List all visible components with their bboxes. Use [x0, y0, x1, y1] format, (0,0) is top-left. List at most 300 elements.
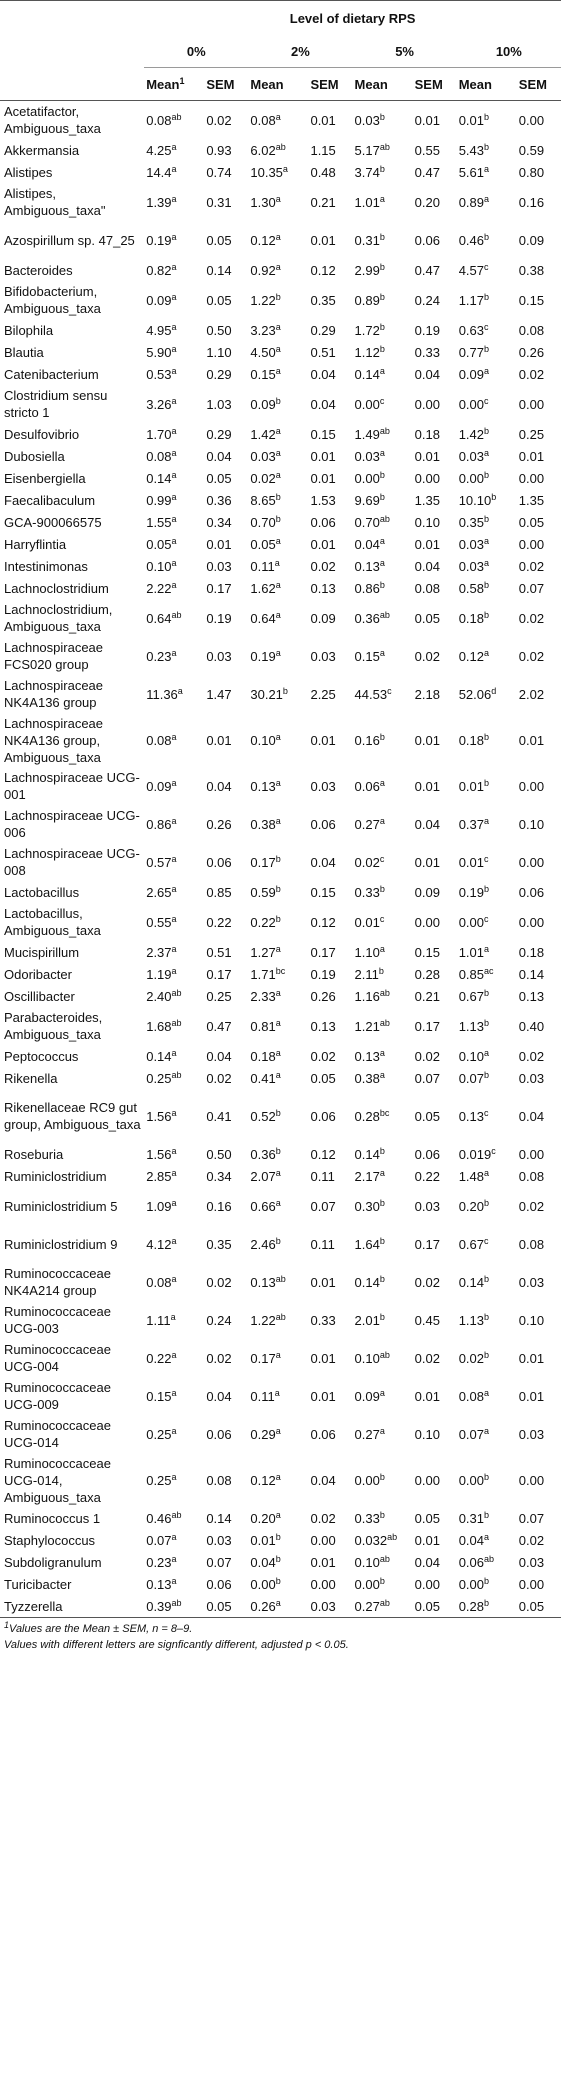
- genus-name: Staphylococcus: [4, 1532, 96, 1548]
- significance-letter: c: [379, 914, 385, 925]
- significance-letter: b: [484, 292, 490, 303]
- genus-name: Ruminiclostridium 9: [4, 1236, 118, 1252]
- mean-value: 3.74$^b$: [354, 164, 385, 180]
- significance-letter: b: [379, 112, 385, 123]
- mean-value: 5.90$^a$: [146, 344, 177, 360]
- table-row: [0, 489, 561, 511]
- sem-value: 0.51: [206, 944, 232, 960]
- sem-value: 0.05: [206, 292, 232, 308]
- significance-letter: b: [379, 492, 385, 503]
- sem-value: 0.07: [414, 1070, 440, 1086]
- sem-value: 0.04: [414, 558, 440, 574]
- sem-value: 0.06: [310, 816, 336, 832]
- sem-value: 0.18: [518, 944, 545, 960]
- significance-letter: a: [171, 426, 177, 437]
- significance-letter: a: [171, 1472, 177, 1483]
- significance-letter: a: [379, 1070, 385, 1081]
- significance-letter: bc: [275, 966, 286, 977]
- sem-value: 0.06: [310, 1426, 336, 1442]
- sem-value: 0.14: [206, 1510, 232, 1526]
- sem-value: 0.02: [310, 1510, 336, 1526]
- genus-name: Roseburia: [4, 1146, 64, 1162]
- significance-letter: a: [275, 1018, 281, 1029]
- sem-value: 1.15: [310, 142, 336, 158]
- significance-letter: b: [275, 1576, 281, 1587]
- table-row: [0, 1007, 561, 1045]
- table-row: [0, 1045, 561, 1067]
- significance-letter: a: [275, 194, 281, 205]
- mean-value: 0.25$^a$: [146, 1426, 177, 1442]
- sem-value: 0.02: [206, 1350, 232, 1366]
- sem-value: 0.34: [206, 1168, 232, 1184]
- mean-value: 0.18$^b$: [458, 610, 490, 626]
- mean-value: 0.04$^b$: [250, 1554, 281, 1570]
- table-row: [0, 881, 561, 903]
- sem-value: 0.01: [518, 1350, 545, 1366]
- table-row: [0, 221, 561, 259]
- significance-letter: b: [484, 610, 490, 621]
- sem-value: 0.07: [518, 1510, 545, 1526]
- genus-name: Ruminococcaceae UCG-009: [4, 1380, 111, 1412]
- significance-letter: a: [171, 164, 177, 175]
- mean-value: 0.57$^a$: [146, 854, 177, 870]
- significance-letter: b: [379, 1198, 385, 1209]
- significance-letter: c: [484, 1236, 489, 1247]
- genus-name: Harryflintia: [4, 536, 67, 552]
- significance-letter: a: [171, 514, 177, 525]
- mean-value: 5.61$^a$: [458, 164, 490, 180]
- significance-letter: b: [379, 1236, 385, 1247]
- mean-value: 0.15$^a$: [250, 366, 281, 382]
- mean-value: 0.032$^{ab}$: [354, 1532, 398, 1548]
- table-row: [0, 963, 561, 985]
- genus-name: Bifidobacterium, Ambiguous_taxa: [4, 284, 101, 316]
- mean-footnote-marker: 1: [179, 76, 185, 87]
- sem-value: 0.18: [414, 426, 440, 442]
- table-header: [0, 1, 561, 101]
- mean-value: 0.53$^a$: [146, 366, 177, 382]
- mean-value: 4.95$^a$: [146, 322, 177, 338]
- sem-value: 0.01: [518, 448, 545, 464]
- mean-value: 0.11$^a$: [250, 1388, 280, 1404]
- sem-value: 0.33: [414, 344, 440, 360]
- table-row: [0, 1089, 561, 1143]
- sem-value: 0.12: [310, 914, 336, 930]
- significance-letter: a: [484, 164, 490, 175]
- mean-value: 0.01$^c$: [354, 914, 385, 930]
- genus-name: Bilophila: [4, 322, 54, 338]
- significance-letter: a: [171, 292, 177, 303]
- sem-value: 0.03: [518, 1274, 545, 1290]
- significance-letter: a: [171, 580, 177, 591]
- significance-letter: a: [484, 1532, 490, 1543]
- sem-value: 0.09: [518, 232, 545, 248]
- sem-value: 0.00: [518, 470, 545, 486]
- mean-value: 1.11$^a$: [146, 1312, 176, 1328]
- significance-letter: ab: [379, 1598, 390, 1609]
- sem-value: 0.08: [518, 1168, 545, 1184]
- mean-value: 0.25$^a$: [146, 1472, 177, 1488]
- significance-letter: a: [274, 558, 280, 569]
- significance-letter: a: [171, 944, 177, 955]
- significance-letter: c: [484, 322, 489, 333]
- sem-value: 0.17: [310, 944, 336, 960]
- significance-letter: a: [275, 1048, 281, 1059]
- mean-value: 0.00$^c$: [354, 396, 385, 412]
- mean-value: 0.14$^b$: [354, 1274, 385, 1290]
- table-row: [0, 941, 561, 963]
- table-row: [0, 1595, 561, 1618]
- sem-value: 0.28: [414, 966, 440, 982]
- sem-value: 0.22: [414, 1168, 440, 1184]
- mean-value: 0.09$^a$: [458, 366, 490, 382]
- mean-value: 0.38$^a$: [354, 1070, 385, 1086]
- sem-value: 0.09: [310, 610, 336, 626]
- significance-letter: a: [484, 558, 490, 569]
- significance-letter: b: [379, 232, 385, 243]
- table-row: [0, 1263, 561, 1301]
- genus-name: Eisenbergiella: [4, 470, 86, 486]
- significance-letter: a: [171, 1274, 177, 1285]
- significance-letter: a: [171, 536, 177, 547]
- mean-value: 0.29$^a$: [250, 1426, 281, 1442]
- sem-value: 0.02: [206, 1070, 232, 1086]
- mean-value: 0.30$^b$: [354, 1198, 385, 1214]
- mean-value: 0.14$^a$: [354, 366, 385, 382]
- mean-value: 0.13$^{ab}$: [250, 1274, 286, 1290]
- significance-letter: a: [171, 1108, 177, 1119]
- significance-letter: a: [379, 1426, 385, 1437]
- genus-name: Alistipes: [4, 164, 53, 180]
- sem-value: 0.12: [310, 1146, 336, 1162]
- sem-value: 0.25: [206, 988, 232, 1004]
- significance-letter: b: [491, 492, 497, 503]
- genus-name: GCA-900066575: [4, 514, 102, 530]
- sem-value: 0.11: [310, 1168, 335, 1184]
- sem-value: 0.10: [414, 514, 440, 530]
- significance-letter: b: [275, 292, 281, 303]
- mean-value: 0.00$^b$: [354, 470, 385, 486]
- sem-value: 0.04: [518, 1108, 545, 1124]
- genus-name: Desulfovibrio: [4, 426, 80, 442]
- significance-letter: a: [379, 944, 385, 955]
- level-5: 5%: [353, 35, 457, 68]
- mean-value: 0.46$^b$: [458, 232, 490, 248]
- significance-letter: b: [484, 514, 490, 525]
- significance-letter: b: [484, 1070, 490, 1081]
- significance-letter: a: [379, 1048, 385, 1059]
- significance-letter: a: [171, 448, 177, 459]
- sem-value: 0.47: [414, 262, 440, 278]
- significance-letter: b: [484, 580, 490, 591]
- sem-value: 0.01: [310, 470, 336, 486]
- table-row: [0, 555, 561, 577]
- mean-value: 0.67$^c$: [458, 1236, 489, 1252]
- genus-name: Ruminiclostridium 5: [4, 1198, 118, 1214]
- significance-letter: ab: [171, 1018, 182, 1029]
- mean-value: 0.31$^b$: [354, 232, 385, 248]
- significance-letter: b: [484, 142, 490, 153]
- mean-value: 1.70$^a$: [146, 426, 177, 442]
- significance-letter: ab: [379, 610, 390, 621]
- mean-value: 0.07$^a$: [146, 1532, 177, 1548]
- sem-value: 0.00: [518, 1472, 545, 1488]
- significance-letter: a: [275, 470, 281, 481]
- significance-letter: a: [275, 648, 281, 659]
- sem-header: SEM: [517, 68, 561, 101]
- sem-value: 0.40: [518, 1018, 545, 1034]
- mean-value: 0.63$^c$: [458, 322, 489, 338]
- mean-value: 8.65$^b$: [250, 492, 281, 508]
- significance-letter: a: [171, 1198, 177, 1209]
- sem-value: 0.80: [518, 164, 545, 180]
- table-row: [0, 445, 561, 467]
- sem-value: 0.08: [414, 580, 440, 596]
- significance-letter: b: [484, 344, 490, 355]
- sem-value: 0.05: [310, 1070, 336, 1086]
- mean-value: 0.14$^b$: [354, 1146, 385, 1162]
- significance-letter: a: [379, 536, 385, 547]
- mean-value: 1.22$^{ab}$: [250, 1312, 286, 1328]
- sem-value: 0.06: [206, 1426, 232, 1442]
- mean-value: 1.10$^a$: [354, 944, 385, 960]
- significance-letter: a: [379, 1388, 385, 1399]
- significance-letter: b: [379, 884, 385, 895]
- mean-value: 1.72$^b$: [354, 322, 385, 338]
- sem-value: 0.03: [206, 648, 232, 664]
- mean-value: 0.55$^a$: [146, 914, 177, 930]
- significance-letter: a: [275, 536, 281, 547]
- sem-value: 0.01: [414, 778, 440, 794]
- significance-letter: b: [484, 884, 490, 895]
- sem-value: 0.05: [414, 1510, 440, 1526]
- significance-letter: a: [275, 778, 281, 789]
- sem-value: 0.00: [310, 1532, 336, 1548]
- sem-value: 0.04: [310, 396, 336, 412]
- sem-value: 1.53: [310, 492, 336, 508]
- sem-value: 0.36: [206, 492, 232, 508]
- mean-value: 9.69$^b$: [354, 492, 385, 508]
- mean-value: 0.20$^a$: [250, 1510, 281, 1526]
- sem-value: 0.00: [518, 396, 545, 412]
- genus-name: Subdoligranulum: [4, 1554, 102, 1570]
- sem-value: 0.00: [414, 914, 440, 930]
- mean-value: 0.59$^b$: [250, 884, 281, 900]
- significance-letter: a: [274, 1388, 280, 1399]
- significance-letter: a: [484, 648, 490, 659]
- significance-letter: b: [379, 164, 385, 175]
- mean-value: 2.17$^a$: [354, 1168, 385, 1184]
- sem-value: 0.05: [414, 1108, 440, 1124]
- significance-letter: a: [171, 492, 177, 503]
- sem-value: 0.03: [206, 1532, 232, 1548]
- significance-letter: b: [484, 232, 490, 243]
- significance-letter: a: [379, 1168, 385, 1179]
- significance-letter: a: [275, 732, 281, 743]
- sem-value: 0.50: [206, 322, 232, 338]
- mean-value: 0.14$^a$: [146, 470, 177, 486]
- significance-letter: b: [379, 580, 385, 591]
- mean-value: 1.12$^b$: [354, 344, 385, 360]
- mean-value: 0.27$^a$: [354, 1426, 385, 1442]
- mean-value: 0.13$^a$: [354, 558, 385, 574]
- mean-value: 1.27$^a$: [250, 944, 281, 960]
- mean-value: 0.00$^b$: [458, 1576, 490, 1592]
- sem-value: 0.11: [310, 1236, 335, 1252]
- sem-value: 0.26: [310, 988, 336, 1004]
- mean-value: 0.07$^a$: [458, 1426, 490, 1442]
- table-row: [0, 637, 561, 675]
- significance-letter: a: [275, 610, 281, 621]
- table-row: [0, 843, 561, 881]
- table-row: [0, 1551, 561, 1573]
- significance-letter: a: [379, 448, 385, 459]
- sem-value: 0.02: [518, 648, 545, 664]
- genus-name: Clostridium sensu stricto 1: [4, 388, 108, 420]
- table-row: [0, 599, 561, 637]
- mean-value: 1.16$^{ab}$: [354, 988, 390, 1004]
- genus-name: Catenibacterium: [4, 366, 99, 382]
- genus-name: Lachnospiraceae FCS020 group: [4, 640, 104, 672]
- significance-letter: a: [275, 1070, 281, 1081]
- sem-value: 0.16: [206, 1198, 232, 1214]
- mean-value: 0.10$^a$: [250, 732, 281, 748]
- significance-letter: b: [379, 1576, 385, 1587]
- mean-value: 4.25$^a$: [146, 142, 177, 158]
- sem-value: 0.47: [414, 164, 440, 180]
- table-row: [0, 577, 561, 599]
- significance-letter: ab: [379, 1554, 390, 1565]
- genus-name: Blautia: [4, 344, 44, 360]
- significance-letter: b: [275, 514, 281, 525]
- significance-letter: a: [171, 1554, 177, 1565]
- sem-value: 0.02: [518, 1198, 545, 1214]
- significance-letter: b: [379, 1472, 385, 1483]
- sem-value: 0.03: [310, 778, 336, 794]
- level-title: Level of dietary RPS: [289, 10, 416, 26]
- sem-value: 0.00: [518, 778, 545, 794]
- sem-value: 0.03: [310, 648, 336, 664]
- significance-letter: a: [484, 366, 490, 377]
- mean-value: 1.64$^b$: [354, 1236, 385, 1252]
- significance-letter: a: [171, 1350, 177, 1361]
- header-corner-3: [0, 68, 144, 101]
- table-row: [0, 1225, 561, 1263]
- mean-value: 0.33$^b$: [354, 884, 385, 900]
- sem-header: SEM: [308, 68, 352, 101]
- mean-value: 0.08$^a$: [146, 732, 177, 748]
- sem-value: 0.09: [414, 884, 440, 900]
- footnote-2: Values with different letters are signficantly different, adjusted p < 0.05.: [4, 1639, 349, 1651]
- mean-value: 0.22$^b$: [250, 914, 281, 930]
- mean-value: 0.35$^b$: [458, 514, 490, 530]
- sem-value: 0.03: [206, 558, 232, 574]
- sem-value: 0.06: [206, 854, 232, 870]
- significance-letter: a: [275, 366, 281, 377]
- mean-value: 2.85$^a$: [146, 1168, 177, 1184]
- sem-value: 0.85: [206, 884, 232, 900]
- mean-value: 0.08$^{ab}$: [146, 112, 182, 128]
- sem-value: 0.02: [518, 366, 545, 382]
- mean-value: 0.64$^a$: [250, 610, 281, 626]
- sem-value: 0.08: [518, 1236, 545, 1252]
- significance-letter: b: [484, 112, 490, 123]
- sem-value: 0.00: [518, 1146, 545, 1162]
- significance-letter: c: [484, 262, 489, 273]
- mean-value: 3.26$^a$: [146, 396, 177, 412]
- mean-value: 0.16$^b$: [354, 732, 385, 748]
- sem-value: 0.02: [518, 1532, 545, 1548]
- mean-value: 4.12$^a$: [146, 1236, 177, 1252]
- table-row: [0, 101, 561, 140]
- mean-value: 0.81$^a$: [250, 1018, 281, 1034]
- sem-value: 0.01: [414, 1532, 440, 1548]
- significance-letter: ab: [379, 426, 390, 437]
- mean-value: 0.09$^a$: [146, 778, 177, 794]
- mean-value: 0.04$^a$: [458, 1532, 490, 1548]
- mean-value: 0.05$^a$: [250, 536, 281, 552]
- sem-value: 0.07: [206, 1554, 232, 1570]
- sem-value: 0.29: [206, 366, 232, 382]
- significance-letter: a: [171, 1576, 177, 1587]
- significance-letter: a: [171, 778, 177, 789]
- significance-letter: a: [379, 648, 385, 659]
- sem-value: 0.34: [206, 514, 232, 530]
- significance-letter: a: [275, 112, 281, 123]
- genus-name: Ruminiclostridium: [4, 1168, 107, 1184]
- sem-value: 0.01: [414, 732, 440, 748]
- mean-value: 2.01$^b$: [354, 1312, 385, 1328]
- sem-value: 0.00: [414, 470, 440, 486]
- mean-value: 1.56$^a$: [146, 1146, 177, 1162]
- mean-value: 0.08$^a$: [458, 1388, 490, 1404]
- sem-value: 0.01: [414, 1388, 440, 1404]
- table-row: [0, 1067, 561, 1089]
- mean-value: 0.05$^a$: [146, 536, 177, 552]
- significance-letter: b: [484, 1274, 490, 1285]
- sem-value: 0.01: [414, 448, 440, 464]
- genus-name: Rikenellaceae RC9 gut group, Ambiguous_taxa: [4, 1100, 141, 1132]
- significance-letter: c: [484, 396, 489, 407]
- sem-value: 0.01: [206, 536, 232, 552]
- sem-value: 0.50: [206, 1146, 232, 1162]
- genus-name: Ruminococcaceae UCG-014: [4, 1418, 111, 1450]
- sem-value: 0.51: [310, 344, 336, 360]
- sem-value: 0.04: [206, 448, 232, 464]
- sem-value: 0.01: [310, 448, 336, 464]
- sem-value: 0.21: [310, 194, 336, 210]
- significance-letter: a: [275, 816, 281, 827]
- mean-value: 0.00$^b$: [458, 470, 490, 486]
- mean-header: Mean$^1$: [144, 68, 204, 101]
- mean-value: 0.89$^a$: [458, 194, 490, 210]
- mean-header: Mean: [457, 68, 517, 101]
- mean-value: 0.13$^a$: [250, 778, 281, 794]
- mean-value: 0.00$^b$: [458, 1472, 490, 1488]
- mean-value: 1.42$^b$: [458, 426, 490, 442]
- mean-value: 14.4$^a$: [146, 164, 177, 180]
- mean-value: 0.09$^a$: [354, 1388, 385, 1404]
- mean-value: 0.25$^{ab}$: [146, 1070, 182, 1086]
- mean-value: 0.14$^b$: [458, 1274, 490, 1290]
- mean-value: 0.06$^a$: [354, 778, 385, 794]
- significance-letter: a: [282, 164, 288, 175]
- mean-value: 0.92$^a$: [250, 262, 281, 278]
- table-row: [0, 1143, 561, 1165]
- mean-value: 44.53$^c$: [354, 686, 392, 702]
- table-row: [0, 385, 561, 423]
- sem-value: 0.02: [310, 558, 336, 574]
